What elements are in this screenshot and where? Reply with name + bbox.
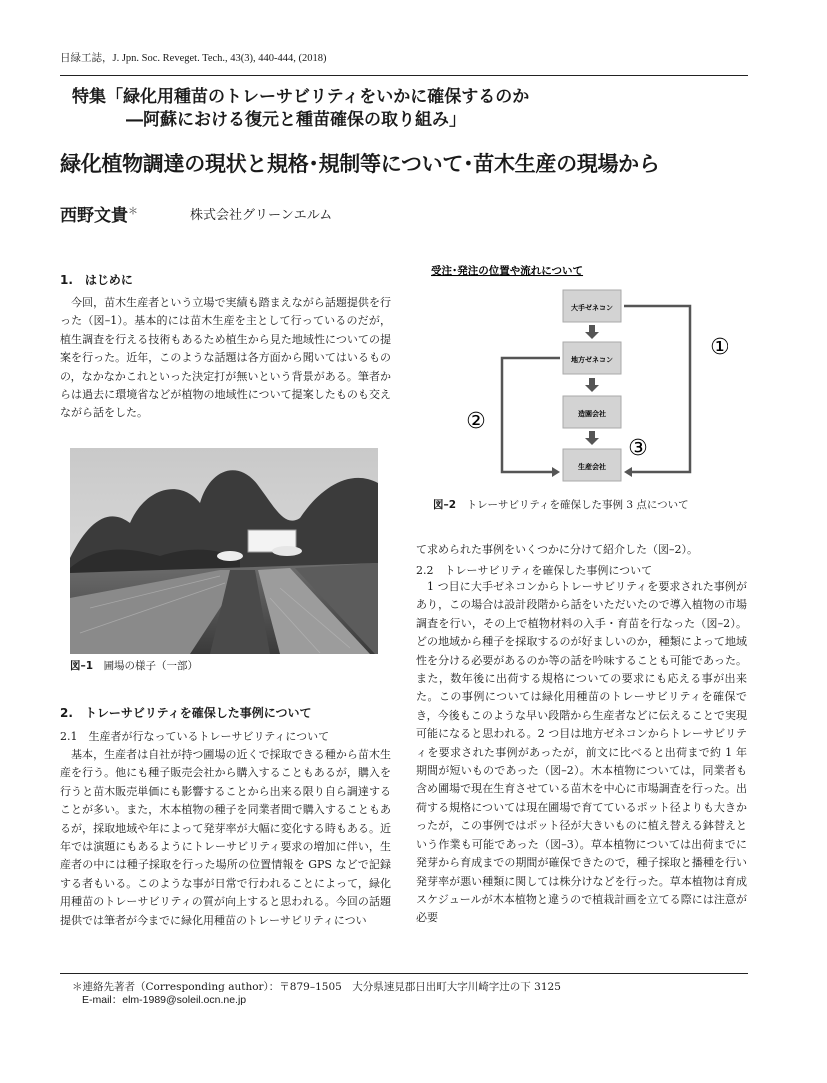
author-name	[60, 201, 138, 226]
box-landscape-company-label: 造園会社	[578, 410, 606, 418]
arrow-head-2	[552, 467, 560, 477]
flow-line-2	[502, 358, 560, 472]
footnote-corresponding-author: ＊連絡先著者（Corresponding author）：〒879–1505 大分県速見郡日出町大字川崎字辻の下 3125	[72, 981, 561, 993]
box-major-contractor-label: 大手ゼネコン	[571, 304, 613, 312]
figure-1-label: 図–1	[70, 660, 94, 672]
arrow-head-1	[624, 467, 632, 477]
right-column-continuation: て求められた事例をいくつかに分けて紹介した（図–2）。	[416, 543, 698, 556]
section-2-heading: 2. トレーサビリティを確保した事例について	[60, 706, 312, 720]
field-photo-image	[70, 448, 378, 654]
figure-1-photo	[70, 448, 378, 654]
figure-2-diagram	[428, 262, 728, 484]
marker-1: ①	[710, 335, 728, 360]
special-issue-title-line2: ―阿蘇における復元と種苗確保の取り組み」	[126, 110, 466, 130]
section-2-1-paragraph: 基本，生産者は自社が持つ圃場の近くで採取できる種から苗木生産を行う。他にも種子販売会社から購入することもあるが，購入を行うと苗木販売単価にも影響することから出来る限り自ら調達することが多い。また，木本植物の種子を同業者間で購入することもあるが，採取地域や年によって発芽率が大幅に変化する時もある。近年では演題にもあるようにトレーサビリティ要求の増加に伴い，生産者の中には種子採取を行った場所の位置情報を GPS などで記録する者もいる。このような事が日常で行われることによって，緑化用種苗のトレーサビリティの質が向上すると思われる。今回の話題提供では筆者が今までに緑化用種苗のトレーサビリティについ	[60, 748, 391, 927]
marker-3: ③	[628, 436, 648, 461]
journal-citation: 日緑工誌，J. Jpn. Soc. Reveget. Tech., 43(3), 440-444, (2018)	[60, 53, 327, 64]
figure-1-caption	[70, 658, 198, 673]
section-2-2-paragraph: 1 つ目に大手ゼネコンからトレーサビリティを要求された事例があり，この場合は設計段階から話をいただいたので導入植物の市場調査を行い，その上で植物材料の入手・育苗を行なった（図–2）。どの地域から種子を採取するのが好ましいのか，種類によって地域性を分ける必要があるのか等の話を吟味することも可能であった。また，数年後に出荷する規格についての要求にも応える事が出来た。この事例については緑化用種苗のトレーサビリティを確保でき，今後もこのような早い段階から生産者などに伝えることで実現可能になると思われる。2 つ目は地方ゼネコンからトレーサビリティを要求された事例があったが，前文に比べると出荷まで約 1 年期間が短いものであった（図–2）。木本植物については，同業者も含め圃場で現在生育させている苗木を中心に市場調査を行った。出荷する規格については現在圃場で育てているポット径よりも大きかったが，この事例ではポット径が大きいものに植え替える鉢替えという作業も可能であった（図–3）。草本植物については出荷までに発芽から育成までの期間が確保できたので，種子採取と播種を行い発芽率が悪い種類に関しては株分けなどを行った。草本植物は育成スケジュールが木本植物と違うので植栽計画を立てる際には注意が必要	[416, 580, 747, 925]
diagram-title: 受注･発注の位置や流れについて	[431, 265, 584, 277]
section-1-heading: 1. はじめに	[60, 273, 133, 287]
section-1-paragraph: 今回，苗木生産者という立場で実績も踏まえながら話題提供を行った（図–1）。基本的には苗木生産を主として行っているのだが，植生調査を行える技術もあるため植生から見た地域性についての提案を行った。近年，このような話題は各方面から聞いてはいるものの，なかなかこれといった決定打が無いという背景がある。筆者からは過去に環境省などが植物の地域性について提案したものも交えながら話をした。	[60, 296, 391, 420]
author-mark: ＊	[128, 206, 138, 218]
marker-2: ②	[466, 409, 486, 434]
section-2-2-heading: 2.2 トレーサビリティを確保した事例について	[416, 564, 653, 577]
author-affiliation: 株式会社グリーンエルム	[190, 208, 333, 223]
box-local-contractor-label: 地方ゼネコン	[571, 356, 613, 364]
footnote-email: E-mail：elm-1989@soleil.ocn.ne.jp	[82, 994, 247, 1006]
figure-2-caption-text: トレーサビリティを確保した事例 3 点について	[466, 499, 689, 511]
figure-2-label: 図–2	[433, 499, 457, 511]
header-rule	[60, 75, 748, 76]
article-title: 緑化植物調達の現状と規格･規制等について･苗木生産の現場から	[60, 152, 660, 176]
figure-2-caption	[433, 497, 689, 512]
figure-1-caption-text: 圃場の様子（一部）	[103, 660, 199, 672]
special-issue-title-line1: 特集「緑化用種苗のトレーサビリティをいかに確保するのか	[72, 87, 530, 107]
author-name-text: 西野文貴	[60, 206, 128, 226]
flow-diagram	[428, 262, 728, 484]
footnote-rule	[60, 973, 748, 974]
section-2-1-heading: 2.1 生産者が行なっているトレーサビリティについて	[60, 730, 330, 743]
box-production-company-label: 生産会社	[578, 463, 606, 471]
